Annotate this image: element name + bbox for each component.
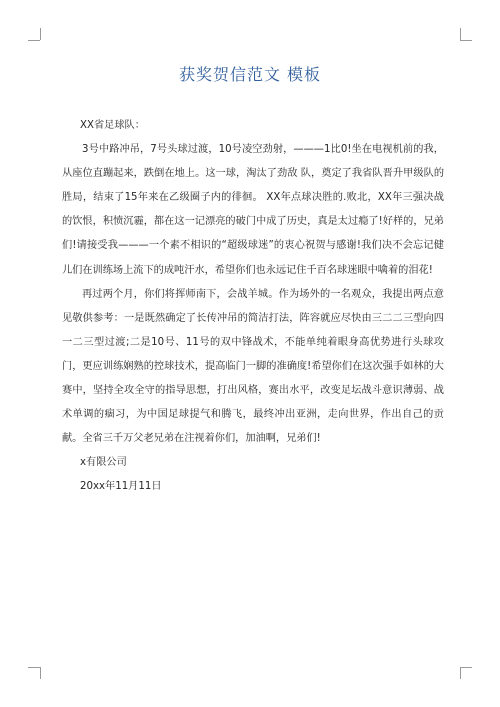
date: 20xx年11月11日 xyxy=(80,481,162,493)
crop-mark-bottom-left-v xyxy=(40,667,41,679)
paragraph-2: 再过两个月，你们将挥师南下，会战羊城。作为场外的一名观众，我提出两点意见敬供参考：一是既然确定了长传冲吊的简洁打法，阵容就应尽快由三二二三型向四一二三型过渡;二是10号、11号的双中锋战术，不能单纯着眼身高优势进行头球攻门，更应训练娴熟的控球技术，提高临门一脚的准确度!希望你们在这次强手如林的大赛中，坚持全攻全守的指导思想，打出风格，赛出水平，改变足坛战斗意识薄弱、战术单调的痼习，为中国足球提气和腾飞，最终冲出亚洲，走向世界，作出自己的贡献。全省三千万父老兄弟在注视着你们，加油啊，兄弟们! xyxy=(62,288,444,445)
crop-mark-top-left-v xyxy=(40,28,41,40)
crop-mark-bottom-left-h xyxy=(28,667,40,668)
signer: x有限公司 xyxy=(80,457,127,469)
crop-mark-top-left-h xyxy=(28,40,40,41)
crop-mark-bottom-right-h xyxy=(460,667,472,668)
crop-mark-top-right-h xyxy=(460,40,472,41)
document-title: 获奖贺信范文 模板 xyxy=(178,65,322,84)
salutation: XX省足球队： xyxy=(80,120,145,131)
crop-mark-top-right-v xyxy=(460,28,461,40)
crop-mark-bottom-right-v xyxy=(460,667,461,679)
paragraph-1: 3号中路冲吊，7号头球过渡，10号凌空劲射，———1比0!坐在电视机前的我，从座位直蹦起来，跌倒在地上。这一球，淘汰了劲敌 队，奠定了我省队晋升甲级队的胜局，结束了15年来在乙级圈子内的徘徊。 XX年点球决胜的.败北，XX年三强决战的饮恨，积愤沉霾，都在这一记漂亮的破门中成了历史，真是太过瘾了!好样的，兄弟们!请接受我———一个素不相识的“超级球迷”的衷心祝贺与感谢!我们决不会忘记健儿们在训练场上流下的成吨汗水，希望你们也永远记住千百名球迷眼中噙着的泪花! xyxy=(62,144,444,276)
letter-body xyxy=(62,114,444,500)
